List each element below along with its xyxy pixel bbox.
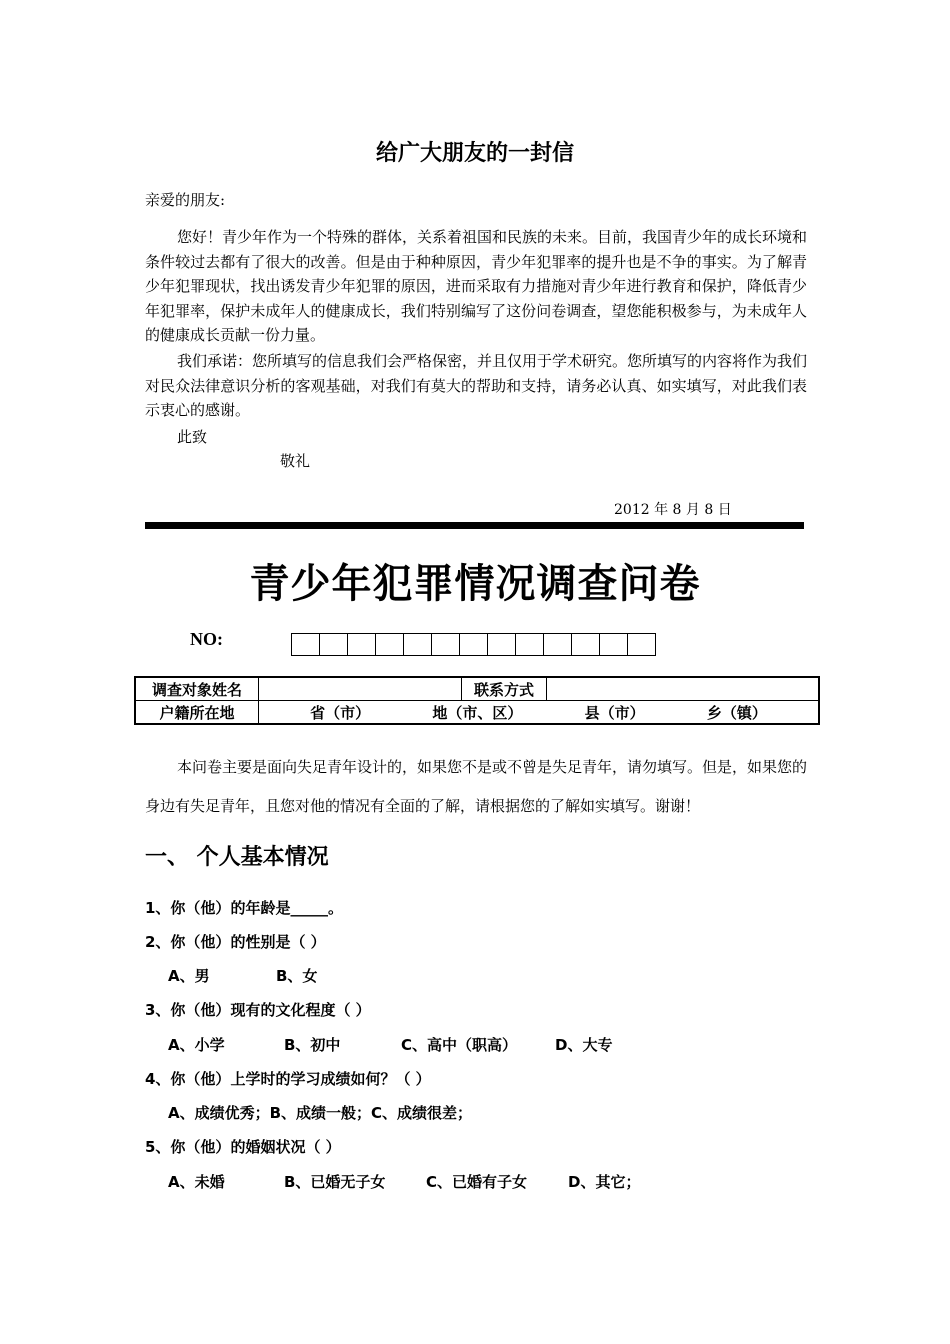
option-d[interactable]: D、大专 [555, 1036, 613, 1054]
option-a[interactable]: A、小学 [168, 1036, 225, 1054]
serial-digit-box[interactable] [627, 633, 656, 656]
question-4: 4、你（他）上学时的学习成绩如何？（ ） [145, 1070, 431, 1088]
option-c[interactable]: C、已婚有子女 [426, 1173, 528, 1191]
serial-digit-box[interactable] [375, 633, 404, 656]
questionnaire-title: 青少年犯罪情况调查问卷 [249, 561, 701, 607]
serial-digit-box[interactable] [515, 633, 544, 656]
serial-digit-box[interactable] [319, 633, 348, 656]
question-5-options [168, 1171, 640, 1192]
province-label: 省（市） [310, 703, 371, 722]
serial-digit-box[interactable] [291, 633, 320, 656]
serial-digit-box[interactable] [403, 633, 432, 656]
contact-field[interactable] [547, 677, 820, 701]
name-field[interactable] [259, 677, 462, 701]
letter-salutation: 亲爱的朋友: [145, 191, 226, 209]
letter-paragraph-2 [145, 349, 807, 423]
option-a[interactable]: A、未婚 [168, 1173, 225, 1191]
letter-title: 给广大朋友的一封信 [375, 141, 574, 166]
question-2-options [168, 965, 317, 986]
contact-label: 联系方式 [462, 677, 547, 701]
letter-date: 2012 年 8 月 8 日 [614, 502, 732, 518]
question-4-options [168, 1102, 472, 1123]
section-1-heading: 一、 个人基本情况 [145, 845, 329, 870]
letter-paragraph-1 [145, 225, 807, 348]
serial-number-label: NO: [190, 629, 223, 649]
questionnaire-intro [145, 748, 807, 826]
residence-field[interactable] [259, 701, 820, 725]
option-c[interactable]: C、高中（职高） [401, 1036, 518, 1054]
residence-label: 户籍所在地 [135, 701, 259, 725]
option-abc[interactable]: A、成绩优秀；B、成绩一般；C、成绩很差； [168, 1104, 473, 1122]
prefecture-label: 地（市、区） [432, 703, 523, 722]
township-label: 乡（镇） [706, 703, 767, 722]
serial-digit-box[interactable] [431, 633, 460, 656]
serial-digit-box[interactable] [599, 633, 628, 656]
serial-digit-box[interactable] [487, 633, 516, 656]
letter-paragraph-1-text: 您好！青少年作为一个特殊的群体，关系着祖国和民族的未来。目前，我国青少年的成长环境和条件较过去都有了很大的改善。但是由于种种原因，青少年犯罪率的提升也是不争的事实。为了解青少年犯罪现状，找出诱发青少年犯罪的原因，进而采取有力措施对青少年进行教育和保护，降低青少年犯罪率，保护未成年人的健康成长，我们特别编写了这份问卷调查，望您能积极参与，为未成年人的健康成长贡献一份力量。 [145, 228, 808, 344]
letter-regards: 敬礼 [280, 452, 311, 470]
option-d[interactable]: D、其它； [568, 1173, 641, 1191]
serial-digit-box[interactable] [543, 633, 572, 656]
option-b[interactable]: B、初中 [284, 1036, 341, 1054]
question-5: 5、你（他）的婚姻状况（ ） [145, 1138, 341, 1156]
option-a[interactable]: A、男 [168, 967, 210, 985]
serial-number-boxes[interactable] [292, 633, 656, 656]
question-2: 2、你（他）的性别是（ ） [145, 933, 326, 951]
question-3: 3、你（他）现有的文化程度（ ） [145, 1001, 371, 1019]
letter-closing: 此致 [177, 428, 208, 446]
option-b[interactable]: B、已婚无子女 [284, 1173, 386, 1191]
serial-digit-box[interactable] [347, 633, 376, 656]
serial-digit-box[interactable] [571, 633, 600, 656]
name-label: 调查对象姓名 [135, 677, 259, 701]
letter-paragraph-2-text: 我们承诺：您所填写的信息我们会严格保密，并且仅用于学术研究。您所填写的内容将作为我们对民众法律意识分析的客观基础，对我们有莫大的帮助和支持，请务必认真、如实填写，对此我们表示衷心的感谢。 [145, 352, 808, 419]
question-3-options [168, 1034, 612, 1055]
option-b[interactable]: B、女 [276, 967, 318, 985]
respondent-info-table [134, 676, 820, 725]
question-1: 1、你（他）的年龄是_____。 [145, 899, 343, 917]
serial-digit-box[interactable] [459, 633, 488, 656]
questionnaire-intro-text: 本问卷主要是面向失足青年设计的，如果您不是或不曾是失足青年，请勿填写。但是，如果您的身边有失足青年，且您对他的情况有全面的了解，请根据您的了解如实填写。谢谢！ [145, 758, 808, 815]
county-label: 县（市） [584, 703, 645, 722]
divider-rule [145, 522, 804, 529]
